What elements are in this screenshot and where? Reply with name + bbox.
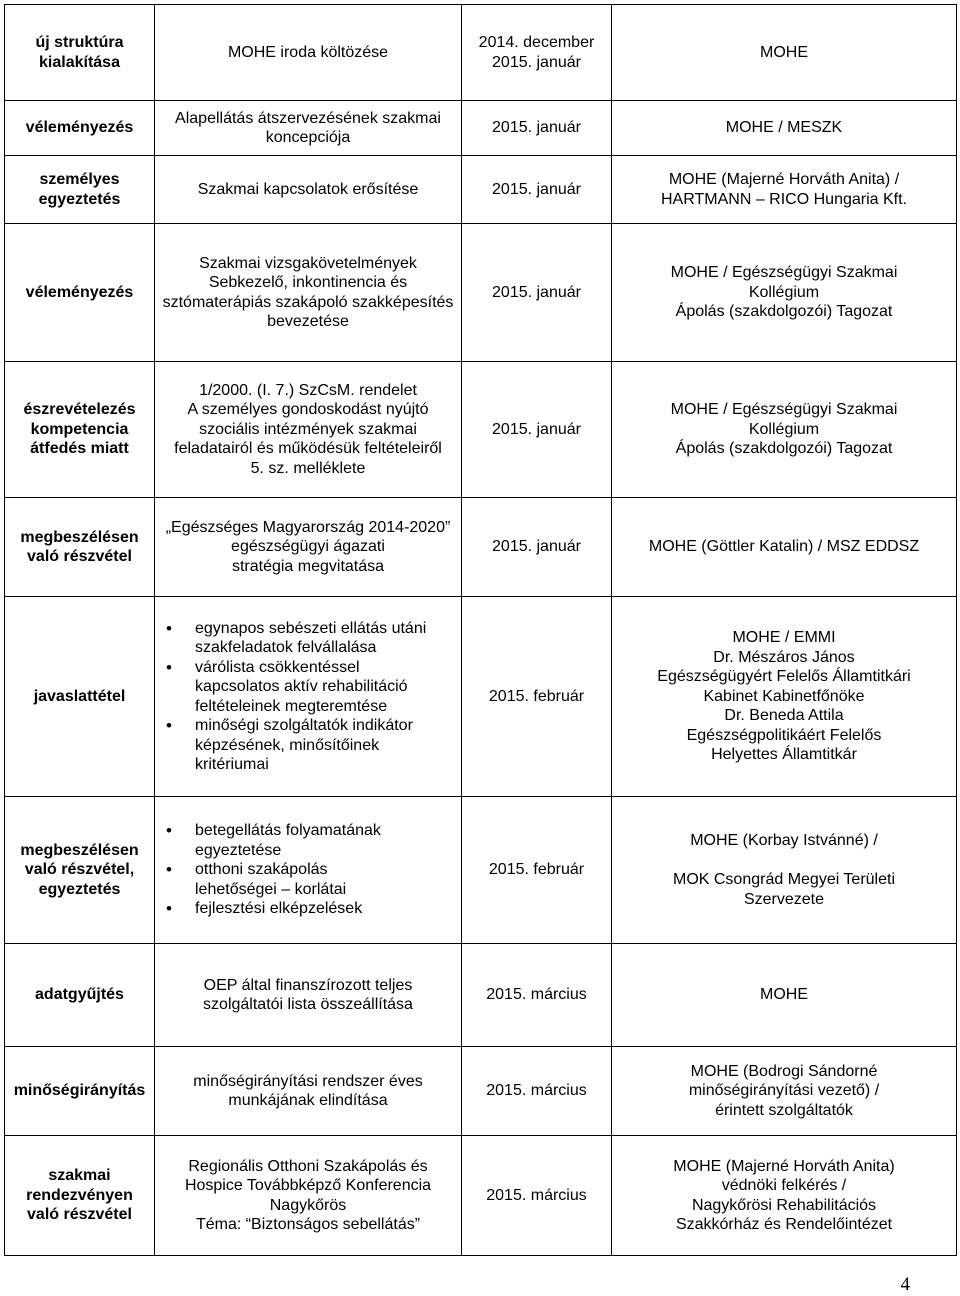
- responsible-cell-line: minőségirányítási vezető) /: [688, 1082, 880, 1100]
- task-cell-line: Nagykőrös: [269, 1196, 347, 1214]
- list-item-line: feltételeinek megteremtése: [195, 697, 388, 715]
- table-row: [5, 362, 957, 498]
- category-cell: [5, 1136, 155, 1256]
- responsible-cell-line: MOHE: [760, 43, 808, 61]
- responsible-cell: [612, 797, 957, 944]
- date-cell-line: 2015. január: [492, 119, 581, 137]
- task-cell-line: sztómaterápiás szakápoló szakképesítés: [162, 293, 454, 311]
- activity-table: [4, 4, 957, 1256]
- list-item-line: • egynapos sebészeti ellátás utáni: [195, 619, 427, 637]
- task-cell: [155, 597, 462, 797]
- responsible-cell-line: Kabinet Kabinetfőnöke: [703, 687, 865, 705]
- task-cell-line: Alapellátás átszervezésének szakmai: [175, 109, 441, 127]
- task-cell-line: MOHE iroda költözése: [227, 43, 389, 61]
- date-cell: [462, 101, 612, 156]
- responsible-cell: [612, 944, 957, 1047]
- date-cell-line: 2015. március: [486, 1082, 587, 1100]
- list-item-line: kritériumai: [195, 756, 269, 773]
- task-cell-line: koncepciója: [265, 129, 351, 146]
- task-cell-line: munkájának elindítása: [228, 1092, 388, 1109]
- responsible-cell-line: MOHE (Bodrogi Sándorné: [690, 1062, 878, 1080]
- task-cell-line: OEP által finanszírozott teljes: [203, 976, 413, 994]
- responsible-cell: [612, 224, 957, 362]
- category-cell-line: adatgyűjtés: [35, 986, 124, 1004]
- category-cell: [5, 101, 155, 156]
- date-cell: [462, 944, 612, 1047]
- category-cell-line: megbeszélésen: [20, 528, 139, 546]
- responsible-cell-line: MOHE (Göttler Katalin) / MSZ EDDSZ: [648, 538, 920, 556]
- responsible-cell-line: MOHE (Majerné Horváth Anita): [673, 1157, 895, 1175]
- task-cell-line: szociális intézmények szakmai: [199, 420, 417, 438]
- task-cell: [155, 101, 462, 156]
- task-cell: [155, 797, 462, 944]
- task-bullet-list: [159, 821, 457, 919]
- task-cell-line: stratégia megvitatása: [231, 557, 385, 575]
- responsible-cell: [612, 101, 957, 156]
- list-item-line: lehetőségei – korlátai: [195, 880, 347, 898]
- list-item-line: képzésének, minősítőinek: [195, 736, 380, 754]
- date-cell: [462, 224, 612, 362]
- table-row: [5, 597, 957, 797]
- date-cell-line: 2015. január: [492, 180, 581, 198]
- date-cell: [462, 597, 612, 797]
- list-item-line: • fejlesztési elképzelések: [195, 900, 363, 918]
- category-cell-line: való részvétel: [27, 1206, 132, 1224]
- task-cell-line: Szakmai kapcsolatok erősítése: [197, 180, 419, 198]
- category-cell: [5, 797, 155, 944]
- date-cell: [462, 362, 612, 498]
- task-cell: [155, 156, 462, 224]
- category-cell-line: észrevételezés: [23, 401, 136, 419]
- date-cell-line: 2015. március: [486, 986, 587, 1004]
- task-cell-line: „Egészséges Magyarország 2014-2020”: [165, 518, 451, 536]
- responsible-cell-line: Dr. Beneda Attila: [724, 707, 844, 725]
- responsible-cell: [612, 597, 957, 797]
- task-cell: [155, 944, 462, 1047]
- responsible-cell-line: [616, 851, 952, 871]
- date-cell: [462, 797, 612, 944]
- category-cell-line: megbeszélésen: [20, 841, 139, 859]
- responsible-cell-line: Kollégium: [748, 283, 820, 301]
- table-row: [5, 1136, 957, 1256]
- task-cell-line: feladatairól és működésük feltételeiről: [174, 440, 442, 458]
- table-row: [5, 101, 957, 156]
- date-cell-line: 2015. február: [488, 687, 585, 705]
- list-item-line: kapcsolatos aktív rehabilitáció: [195, 678, 408, 695]
- responsible-cell-line: Ápolás (szakdolgozói) Tagozat: [675, 440, 893, 458]
- category-cell-line: szakmai: [48, 1167, 111, 1185]
- table-row: [5, 498, 957, 597]
- date-cell: [462, 498, 612, 597]
- date-cell-line: 2015. január: [492, 420, 581, 438]
- task-cell-line: 5. sz. melléklete: [250, 459, 366, 477]
- list-item: [159, 716, 457, 775]
- date-cell-line: 2014. december: [478, 34, 595, 51]
- category-cell-line: véleményezés: [25, 119, 134, 137]
- task-cell-line: 1/2000. (I. 7.) SzCsM. rendelet: [199, 381, 417, 399]
- category-cell-line: új struktúra: [35, 34, 124, 51]
- task-cell-line: Hospice Továbbképző Konferencia: [184, 1177, 432, 1194]
- task-cell: [155, 1047, 462, 1136]
- responsible-cell-line: Egészségpolitikáért Felelős: [686, 726, 882, 744]
- task-cell-line: Téma: “Biztonságos sebellátás”: [195, 1216, 421, 1233]
- page-number: 4: [900, 1274, 910, 1295]
- task-cell: [155, 362, 462, 498]
- table-row: [5, 224, 957, 362]
- responsible-cell-line: MOK Csongrád Megyei Területi: [672, 871, 896, 888]
- responsible-cell-line: HARTMANN – RICO Hungaria Kft.: [661, 190, 907, 208]
- category-cell-line: rendezvényen: [26, 1186, 133, 1204]
- table-row: [5, 797, 957, 944]
- table-row: [5, 156, 957, 224]
- table-row: [5, 944, 957, 1047]
- responsible-cell: [612, 1136, 957, 1256]
- responsible-cell-line: MOHE (Majerné Horváth Anita) /: [668, 171, 900, 188]
- responsible-cell-line: Kollégium: [748, 420, 820, 438]
- task-cell: [155, 224, 462, 362]
- table-row: [5, 5, 957, 101]
- list-item-line: • betegellátás folyamatának: [195, 822, 381, 840]
- task-cell-line: egészségügyi ágazati: [231, 538, 385, 556]
- category-cell-line: kialakítása: [39, 53, 120, 71]
- task-cell-line: Regionális Otthoni Szakápolás és: [188, 1157, 428, 1175]
- list-item: [159, 658, 457, 717]
- date-cell-line: 2015. január: [492, 283, 581, 301]
- responsible-cell-line: Szakkórház és Rendelőintézet: [675, 1216, 893, 1233]
- list-item: [159, 860, 457, 899]
- task-cell-line: szolgáltatói lista összeállítása: [203, 996, 413, 1013]
- task-cell-line: bevezetése: [267, 313, 349, 330]
- list-item: [159, 899, 457, 919]
- responsible-cell: [612, 362, 957, 498]
- responsible-cell-line: MOHE / Egészségügyi Szakmai: [670, 264, 898, 282]
- list-item-line: • minőségi szolgáltatók indikátor: [195, 717, 413, 734]
- category-cell: [5, 156, 155, 224]
- responsible-cell-line: Dr. Mészáros János: [713, 648, 855, 666]
- category-cell: [5, 944, 155, 1047]
- category-cell-line: javaslattétel: [33, 687, 126, 705]
- list-item-line: egyeztetése: [195, 841, 282, 859]
- responsible-cell-line: MOHE / Egészségügyi Szakmai: [670, 401, 898, 419]
- list-item: [159, 821, 457, 860]
- responsible-cell-line: Egészségügyért Felelős Államtitkári: [657, 668, 911, 686]
- date-cell: [462, 1047, 612, 1136]
- responsible-cell-line: MOHE / MESZK: [725, 119, 843, 137]
- responsible-cell: [612, 5, 957, 101]
- responsible-cell-line: Szervezete: [743, 890, 825, 908]
- category-cell: [5, 597, 155, 797]
- category-cell: [5, 362, 155, 498]
- date-cell: [462, 156, 612, 224]
- category-cell-line: minőségirányítás: [13, 1082, 146, 1100]
- task-cell: [155, 498, 462, 597]
- list-item-line: • otthoni szakápolás: [195, 861, 328, 879]
- responsible-cell: [612, 1047, 957, 1136]
- table-row: [5, 1047, 957, 1136]
- date-cell-line: 2015. március: [486, 1186, 587, 1204]
- category-cell: [5, 224, 155, 362]
- category-cell-line: való részvétel: [27, 548, 132, 565]
- list-item: [159, 619, 457, 658]
- category-cell-line: egyeztetés: [38, 880, 121, 898]
- category-cell-line: véleményezés: [25, 283, 134, 301]
- responsible-cell-line: MOHE (Korbay Istvánné) /: [690, 832, 878, 849]
- task-cell-line: A személyes gondoskodást nyújtó: [187, 401, 429, 419]
- task-bullet-list: [159, 619, 457, 775]
- responsible-cell-line: védnöki felkérés /: [721, 1177, 847, 1194]
- responsible-cell-line: Ápolás (szakdolgozói) Tagozat: [675, 303, 893, 321]
- responsible-cell-line: MOHE: [760, 986, 808, 1004]
- task-cell-line: Szakmai vizsgakövetelmények: [199, 254, 417, 272]
- task-cell: [155, 5, 462, 101]
- category-cell: [5, 5, 155, 101]
- category-cell: [5, 498, 155, 597]
- date-cell-line: 2015. január: [492, 53, 581, 71]
- category-cell-line: egyeztetés: [38, 190, 121, 208]
- date-cell: [462, 5, 612, 101]
- list-item-line: szakfeladatok felvállalása: [195, 639, 377, 656]
- date-cell-line: 2015. február: [488, 861, 585, 879]
- task-cell: [155, 1136, 462, 1256]
- task-cell-line: Sebkezelő, inkontinencia és: [208, 274, 408, 291]
- responsible-cell-line: érintett szolgáltatók: [715, 1101, 853, 1119]
- responsible-cell-line: Nagykőrösi Rehabilitációs: [691, 1196, 877, 1214]
- date-cell: [462, 1136, 612, 1256]
- list-item-line: • várólista csökkentéssel: [195, 658, 360, 676]
- task-cell-line: minőségirányítási rendszer éves: [193, 1072, 423, 1090]
- date-cell-line: 2015. január: [492, 538, 581, 556]
- responsible-cell-line: MOHE / EMMI: [732, 629, 836, 647]
- responsible-cell-line: Helyettes Államtitkár: [711, 746, 857, 764]
- category-cell: [5, 1047, 155, 1136]
- responsible-cell: [612, 498, 957, 597]
- category-cell-line: való részvétel,: [24, 861, 135, 879]
- category-cell-line: átfedés miatt: [30, 440, 129, 458]
- category-cell-line: kompetencia: [30, 420, 129, 438]
- category-cell-line: személyes: [39, 171, 120, 188]
- responsible-cell: [612, 156, 957, 224]
